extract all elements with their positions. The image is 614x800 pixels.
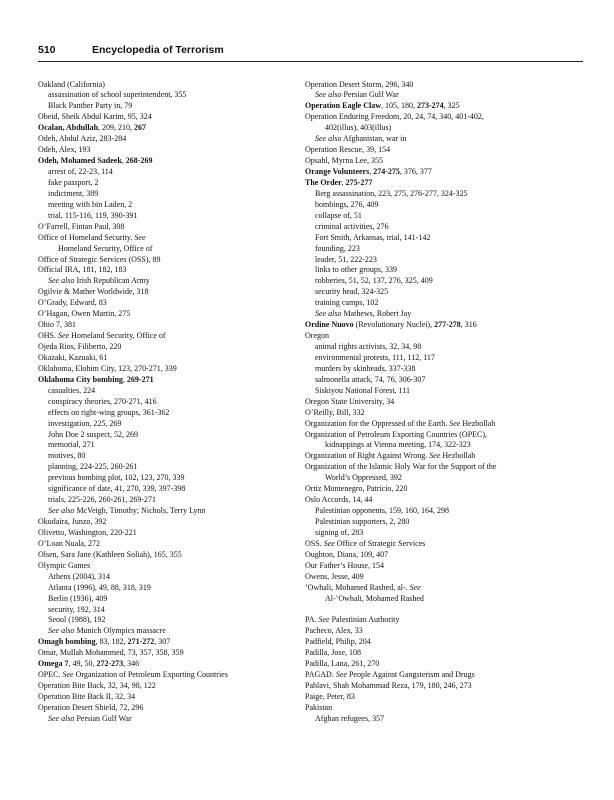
entry-text: 277-278 [434, 320, 461, 330]
entry-text: , [121, 156, 126, 166]
index-entry [38, 561, 308, 572]
header-rule [38, 61, 583, 62]
index-entry [305, 626, 575, 637]
entry-text: PA. [305, 615, 319, 625]
index-subentry [38, 90, 308, 101]
index-entry [305, 648, 575, 659]
entry-text: OSS. [305, 538, 324, 548]
entry-text: Ordine Nuovo [305, 320, 354, 330]
index-subentry [38, 440, 308, 451]
entry-text: Organization of Petroleum Exporting Countries [73, 670, 228, 680]
index-subentry [38, 484, 308, 495]
entry-text: Irish Republican Army [74, 276, 150, 286]
index-subentry [38, 473, 308, 484]
index-subentry [305, 222, 575, 233]
index-entry [38, 353, 308, 364]
index-entry [305, 178, 575, 189]
entry-text: Okudaira, Junzo, 392 [38, 517, 107, 526]
entry-text: Pakistan [305, 702, 333, 712]
entry-text: Berg assassination, 223, 275, 276-277, 324-325 [315, 188, 468, 198]
entry-text: , 83, 182, [95, 637, 128, 647]
entry-text: Oklahoma City bombing [38, 374, 123, 384]
entry-text: Seoul (1988), 192 [48, 615, 106, 625]
index-subentry [305, 244, 575, 255]
index-subentry [38, 419, 308, 430]
index-entry [305, 495, 575, 506]
entry-text: , 376, 377 [399, 167, 432, 176]
entry-text: See [409, 582, 421, 592]
entry-text: Organization of the Islamic Holy War for the Support of the [305, 462, 497, 472]
entry-text: See [318, 615, 330, 625]
index-subentry [305, 375, 575, 386]
index-subentry [38, 506, 308, 517]
entry-text: Odeh, Alex, 193 [38, 145, 91, 155]
entry-text: 275-277 [345, 177, 373, 187]
entry-text: assassination of school superintendent, 355 [48, 90, 187, 100]
entry-text: Pahlavi, Shah Mohammad Reza, 179, 180, 246, 273 [305, 681, 472, 691]
entry-text: See also [48, 626, 75, 636]
index-entry [38, 123, 308, 134]
entry-text: Palestinian Authority [329, 615, 400, 625]
index-subentry [305, 134, 575, 145]
index-subentry [38, 451, 308, 462]
entry-text: Palestinian opponents, 159, 160, 164, 298 [315, 506, 449, 516]
entry-text: Afghanistan, war in [341, 134, 407, 144]
entry-text: effects on right-wing groups, 361-362 [48, 407, 170, 417]
index-subentry [305, 255, 575, 266]
index-entry [305, 419, 575, 430]
entry-text: Homeland Security, Office of [58, 243, 153, 253]
entry-text: Official IRA, 181, 182, 183 [38, 265, 127, 275]
index-entry [38, 309, 308, 320]
entry-text: See [429, 451, 441, 461]
index-subentry [305, 353, 575, 364]
index-entry [38, 670, 308, 681]
index-subentry [305, 189, 575, 200]
index-entry [305, 484, 575, 495]
entry-text: Munich Olympics massacre [74, 626, 166, 636]
entry-text: Fort Smith, Arkansas, trial, 141-142 [315, 232, 431, 242]
entry-text: casualties, 224 [48, 385, 96, 395]
index-entry [38, 637, 308, 648]
index-entry [305, 408, 575, 419]
index-entry [38, 265, 308, 276]
index-subentry [305, 200, 575, 211]
entry-text: Owens, Jesse, 409 [305, 571, 364, 581]
entry-text: Black Panther Party in, 79 [48, 101, 133, 111]
index-entry [305, 112, 575, 123]
index-entry [38, 550, 308, 561]
entry-text: kidnappings at Vienna meeting, 174, 322-323 [325, 440, 471, 450]
entry-text: links to other groups, 339 [315, 265, 397, 275]
entry-text: conspiracy theories, 270-271, 416 [48, 396, 157, 406]
index-subentry [305, 265, 575, 276]
entry-text: Operation Enduring Freedom, 20, 24, 74, 340, 401-402, [305, 112, 484, 122]
entry-text: Ortiz Montenegro, Patricio, 220 [305, 484, 408, 494]
entry-text: O’Reilly, Bill, 332 [305, 407, 365, 417]
entry-text: Office of Strategic Services (OSS), 89 [38, 254, 161, 264]
entry-text: fake passport, 2 [48, 177, 99, 187]
entry-text: arrest of, 22-23, 114 [48, 167, 113, 176]
entry-text: Operation Eagle Claw [305, 101, 381, 111]
entry-text: See also [48, 276, 75, 286]
index-subentry [305, 287, 575, 298]
entry-text: O’Farrell, Fintan Paul, 308 [38, 221, 125, 231]
index-entry [305, 397, 575, 408]
entry-text: Padilla, Jose, 108 [305, 648, 361, 658]
entry-text: 269-271 [126, 374, 154, 384]
entry-text: Odeh, Abdul Aziz, 283-284 [38, 134, 127, 144]
index-subentry [38, 594, 308, 605]
entry-text: Omega 7 [38, 659, 69, 669]
index-subentry [305, 440, 575, 451]
entry-text: See [323, 538, 335, 548]
entry-text: salmonella attack, 74, 76, 306-307 [315, 374, 426, 384]
entry-text: O’Hagan, Owen Martin, 275 [38, 309, 131, 319]
index-entry [38, 539, 308, 550]
index-entry [305, 703, 575, 714]
index-subentry [305, 506, 575, 517]
entry-text: See also [315, 134, 342, 144]
index-subentry [305, 233, 575, 244]
index-subentry [305, 211, 575, 222]
index-entry [305, 145, 575, 156]
entry-text: Mathews, Robert Jay [341, 309, 412, 319]
index-entry [305, 430, 575, 441]
index-entry [305, 167, 575, 178]
entry-text: security head, 324-325 [315, 287, 389, 297]
index-entry [305, 101, 575, 112]
entry-text: Palestinian supporters, 2, 280 [315, 517, 410, 526]
entry-text: PAGAD. [305, 670, 336, 680]
entry-text: Afghan refugees, 357 [315, 713, 385, 723]
entry-text: Odeh, Mohamed Sadeek [38, 156, 122, 166]
entry-text: Office of Homeland Security. [38, 232, 135, 242]
entry-text: See also [315, 309, 342, 319]
page-number: 510 [38, 44, 56, 56]
entry-text: O’Loan Nuala, 272 [38, 538, 100, 548]
entry-text: memorial, 271 [48, 440, 95, 450]
entry-text: Olsen, Sara Jane (Kathleen Soliah), 165, 355 [38, 549, 182, 559]
entry-text: See also [48, 713, 75, 723]
index-subentry [305, 386, 575, 397]
index-entry [305, 615, 575, 626]
entry-text: , 209, 210, [98, 123, 135, 133]
index-entry [305, 451, 575, 462]
entry-text: OPEC. [38, 670, 63, 680]
index-entry [305, 670, 575, 681]
index-subentry [38, 495, 308, 506]
index-entry [38, 287, 308, 298]
entry-text: Oughton, Diana, 109, 407 [305, 549, 389, 559]
entry-text: Hezbollah [440, 451, 476, 461]
entry-text: Oakland (California) [38, 79, 105, 89]
entry-text: See also [48, 506, 75, 516]
entry-text: Persian Gulf War [74, 713, 132, 723]
index-subentry [38, 430, 308, 441]
entry-text: ’Owhali, Mohamed Rashed, al-. [305, 582, 410, 592]
index-subentry [38, 167, 308, 178]
index-entry [38, 255, 308, 266]
index-entry [38, 298, 308, 309]
index-entry [38, 517, 308, 528]
index-entry [305, 320, 575, 331]
entry-text: Ohio 7, 381 [38, 320, 76, 330]
entry-text: Omagh bombing [38, 637, 96, 647]
entry-text: , 307 [154, 637, 171, 647]
entry-text: Ocalan, Abdullah [38, 123, 99, 133]
index-subentry [38, 200, 308, 211]
entry-text: Athens (2004), 314 [48, 571, 110, 581]
entry-text: Persian Gulf War [341, 90, 399, 100]
entry-text: investigation, 225, 269 [48, 418, 122, 428]
index-subentry [38, 276, 308, 287]
entry-text: Okazaki, Kazuaki, 61 [38, 352, 108, 362]
entry-text: , [369, 167, 374, 176]
entry-text: Operation Desert Storm, 296, 340 [305, 79, 414, 89]
index-entry [38, 364, 308, 375]
entry-text: , 325 [443, 101, 460, 111]
index-entry [305, 331, 575, 342]
entry-text: OHS. [38, 331, 59, 341]
index-subentry [38, 211, 308, 222]
entry-text: motives, 80 [48, 451, 86, 461]
entry-text: Our Father’s House, 154 [305, 560, 384, 570]
entry-text: , [122, 374, 127, 384]
index-subentry [38, 101, 308, 112]
index-entry [305, 637, 575, 648]
entry-text: , 346 [123, 659, 140, 669]
entry-text: previous bombing plot, 102, 123, 270, 339 [48, 473, 185, 483]
entry-text: Office of Strategic Services [334, 538, 426, 548]
index-subentry [305, 594, 575, 605]
entry-text: See [58, 331, 70, 341]
index-entry [305, 692, 575, 703]
entry-text: Operation Bite Back II, 32, 34 [38, 692, 136, 701]
entry-text: Padfield, Philip, 204 [305, 637, 371, 647]
index-entry [305, 539, 575, 550]
entry-text: 402(illus), 403(illus) [325, 123, 392, 133]
index-entry [38, 342, 308, 353]
index-entry [38, 233, 308, 244]
entry-text: trial, 115-116, 119, 390-391 [48, 210, 138, 220]
entry-text: significance of date, 41, 270, 339, 397-398 [48, 484, 186, 494]
entry-text: Obeid, Sheik Abdul Karim, 95, 324 [38, 112, 152, 122]
index-subentry [38, 583, 308, 594]
entry-text: Padilla, Lana, 261, 270 [305, 659, 380, 669]
index-entry [38, 692, 308, 703]
index-entry [38, 681, 308, 692]
entry-text: See also [315, 90, 342, 100]
index-entry [38, 331, 308, 342]
entry-text: Oregon State University, 34 [305, 396, 395, 406]
index-entry [305, 561, 575, 572]
index-entry [38, 320, 308, 331]
entry-text: leader, 51, 222-223 [315, 254, 377, 264]
entry-text: (Revolutionary Nuclei), [353, 320, 435, 330]
entry-text: Ogilvie & Mather Worldwide, 318 [38, 287, 149, 297]
entry-text: Oklahoma, Elohim City, 123, 270-271, 339 [38, 363, 177, 373]
entry-text: O’Grady, Edward, 83 [38, 298, 107, 308]
entry-text: Pacheco, Alex, 33 [305, 626, 363, 636]
entry-text: Siskiyou National Forest, 111 [315, 385, 410, 395]
index-subentry [38, 189, 308, 200]
entry-text: training camps, 102 [315, 298, 379, 308]
entry-text: , 105, 180, [381, 101, 417, 111]
entry-text: trials, 225-226, 260-261, 269-271 [48, 495, 156, 505]
entry-text: See [449, 418, 461, 428]
index-subentry [305, 473, 575, 484]
index-subentry [38, 462, 308, 473]
index-entry [305, 550, 575, 561]
entry-text: Opsahl, Myrna Lee, 355 [305, 156, 383, 166]
entry-text: Organization of Petroleum Exporting Countries (OPEC), [305, 429, 488, 439]
entry-text: meeting with bin Laden, 2 [48, 199, 133, 209]
entry-text: 267 [134, 123, 147, 133]
index-subentry [38, 605, 308, 616]
entry-text: security, 192, 314 [48, 604, 105, 614]
entry-text: Paige, Peter, 83 [305, 692, 355, 701]
entry-text: signing of, 283 [315, 527, 364, 537]
entry-text: McVeigh, Timothy; Nichols, Terry Lynn [74, 506, 206, 516]
entry-text: Al-’Owhali, Mohamed Rashed [325, 593, 424, 603]
index-subentry [38, 626, 308, 637]
entry-text: People Against Gangsterism and Drugs [346, 670, 475, 680]
index-entry [38, 134, 308, 145]
index-entry [38, 80, 308, 91]
index-entry [38, 703, 308, 714]
entry-text: founding, 223 [315, 243, 360, 253]
entry-text: See [134, 232, 146, 242]
index-entry [305, 572, 575, 583]
entry-text: Organization of Right Against Wrong. [305, 451, 430, 461]
entry-text: Olympic Games [38, 560, 91, 570]
entry-text: animal rights activists, 32, 34, 98 [315, 342, 422, 351]
index-subentry [305, 276, 575, 287]
index-subentry [305, 364, 575, 375]
entry-text: Homeland Security, Office of [69, 331, 166, 341]
entry-text: 272-273 [96, 659, 124, 669]
index-subentry [305, 298, 575, 309]
entry-text: Olivetto, Washington, 220-221 [38, 527, 137, 537]
index-subentry [305, 342, 575, 353]
index-entry [38, 145, 308, 156]
index-entry [305, 80, 575, 91]
index-entry [38, 222, 308, 233]
index-subentry [305, 123, 575, 134]
index-column-left [38, 80, 308, 725]
index-entry [305, 583, 575, 594]
index-subentry [38, 397, 308, 408]
entry-text: indictment, 389 [48, 188, 99, 198]
entry-text: environmental protests, 111, 112, 117 [315, 352, 435, 362]
index-entry [38, 112, 308, 123]
entry-text: Ojeda Rios, Filiberto, 220 [38, 342, 122, 351]
index-subentry [305, 517, 575, 528]
entry-text: , 316 [460, 320, 477, 330]
entry-text: Operation Desert Shield, 72, 296 [38, 702, 144, 712]
entry-text: Omar, Mullah Mohammed, 73, 357, 358, 359 [38, 648, 184, 658]
letter-gap [305, 605, 575, 616]
index-subentry [38, 408, 308, 419]
entry-text: Operation Rescue, 39, 154 [305, 145, 391, 155]
entry-text: collapse of, 51 [315, 210, 362, 220]
index-subentry [38, 386, 308, 397]
entry-text: World’s Oppressed, 392 [325, 473, 402, 483]
entry-text: Organization for the Oppressed of the Earth. [305, 418, 450, 428]
entry-text: John Doe 2 suspect, 52, 269 [48, 429, 138, 439]
index-entry [305, 659, 575, 670]
entry-text: murders by skinheads, 337-338 [315, 363, 416, 373]
entry-text: Berlin (1936), 409 [48, 593, 108, 603]
entry-text: 273-274 [417, 101, 444, 111]
index-subentry [38, 615, 308, 626]
running-header [38, 44, 578, 60]
book-title: Encyclopedia of Terrorism [92, 44, 224, 56]
index-entry [38, 156, 308, 167]
entry-text: robberies, 51, 52, 137, 276, 325, 409 [315, 276, 433, 286]
entry-text: Oregon [305, 331, 329, 341]
index-subentry [305, 90, 575, 101]
entry-text: The Order [305, 177, 342, 187]
entry-text: Operation Bite Back, 32, 34, 98, 122 [38, 681, 156, 691]
entry-text: criminal activities, 276 [315, 221, 389, 231]
index-entry [305, 156, 575, 167]
index-subentry [38, 244, 308, 255]
entry-text: 274-275 [373, 167, 400, 176]
entry-text: 268-269 [125, 156, 153, 166]
entry-text: bombings, 276, 409 [315, 199, 379, 209]
entry-text: , [341, 177, 346, 187]
index-entry [305, 681, 575, 692]
entry-text: 271-272 [127, 637, 155, 647]
index-subentry [305, 528, 575, 539]
index-subentry [38, 714, 308, 725]
entry-text: planning, 224-225, 260-261 [48, 462, 138, 472]
entry-text: Atlanta (1996), 49, 88, 318, 319 [48, 582, 151, 592]
entry-text: See [62, 670, 74, 680]
index-column-right [305, 80, 575, 725]
index-entry [38, 375, 308, 386]
entry-text: Hezbollah [460, 418, 496, 428]
index-subentry [305, 714, 575, 725]
index-entry [305, 462, 575, 473]
index-entry [38, 648, 308, 659]
index-entry [38, 659, 308, 670]
entry-text: Oslo Accords, 14, 44 [305, 495, 373, 505]
index-subentry [305, 309, 575, 320]
entry-text: See [335, 670, 347, 680]
index-subentry [38, 572, 308, 583]
entry-text: , 49, 50, [68, 659, 97, 669]
index-entry [38, 528, 308, 539]
entry-text: Orange Volunteers [305, 167, 370, 176]
index-subentry [38, 178, 308, 189]
